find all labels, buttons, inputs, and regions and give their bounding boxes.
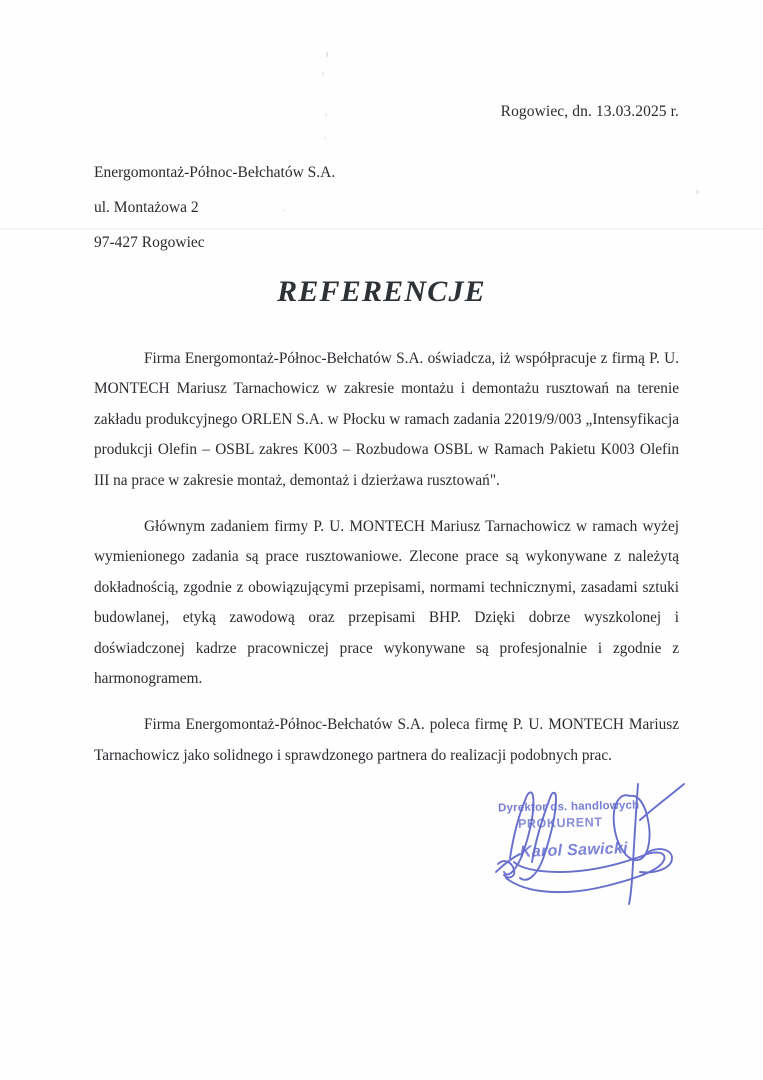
signature-block [480, 780, 690, 910]
addressee-street: ul. Montażowa 2 [94, 199, 199, 216]
scan-speck [696, 190, 699, 194]
stamp-signer-name: Karol Sawicki [519, 840, 629, 861]
letter-body [94, 344, 679, 771]
page-title: REFERENCJE [277, 275, 486, 308]
paragraph-1: Firma Energomontaż-Północ-Bełchatów S.A. oświadcza, iż współpracuje z firmą P. U. MONTECH Mariusz Tarnachowicz w zakresie montażu i demontażu rusztowań na terenie zakładu produkcyjnego ORLEN S.A. w Płocku w ramach zadania 22019/9/003 „Intensyfikacja produkcji Olefin – OSBL zakres K003 – Rozbudowa OSBL w Ramach Pakietu K003 Olefin III na prace w zakresie montaż, demontaż i dzierżawa rusztowań". [94, 350, 679, 489]
paragraph-2: Głównym zadaniem firmy P. U. MONTECH Mariusz Tarnachowicz w ramach wyżej wymienionego zadania są prace rusztowaniowe. Zlecone prace są wykonywane z należytą dokładnością, zgodnie z obowiązującymi przepisami, normami technicznymi, zasadami sztuki budowlanej, etyką zawodową oraz przepisami BHP. Dzięki dobrze wyszkolonej i doświadczonej kadrze pracowniczej prace wykonywane są profesjonalnie i zgodnie z harmonogramem. [94, 518, 679, 688]
addressee-block [94, 155, 335, 260]
addressee-city: 97-427 Rogowiec [94, 234, 205, 251]
scan-speck [326, 52, 328, 57]
stamp-role-text: Dyrektor ds. handlowych [497, 799, 640, 815]
place-and-date: Rogowiec, dn. 13.03.2025 r. [500, 103, 679, 120]
scan-speck [324, 137, 326, 140]
handwritten-signature-icon [480, 780, 690, 910]
scan-speck [322, 72, 324, 76]
addressee-company: Energomontaż-Północ-Bełchatów S.A. [94, 164, 336, 181]
paragraph-3: Firma Energomontaż-Północ-Bełchatów S.A. poleca firmę P. U. MONTECH Mariusz Tarnachowicz jako solidnego i sprawdzonego partnera do realizacji podobnych prac. [94, 716, 679, 764]
stamp-title-text: PROKURENT [517, 815, 603, 831]
